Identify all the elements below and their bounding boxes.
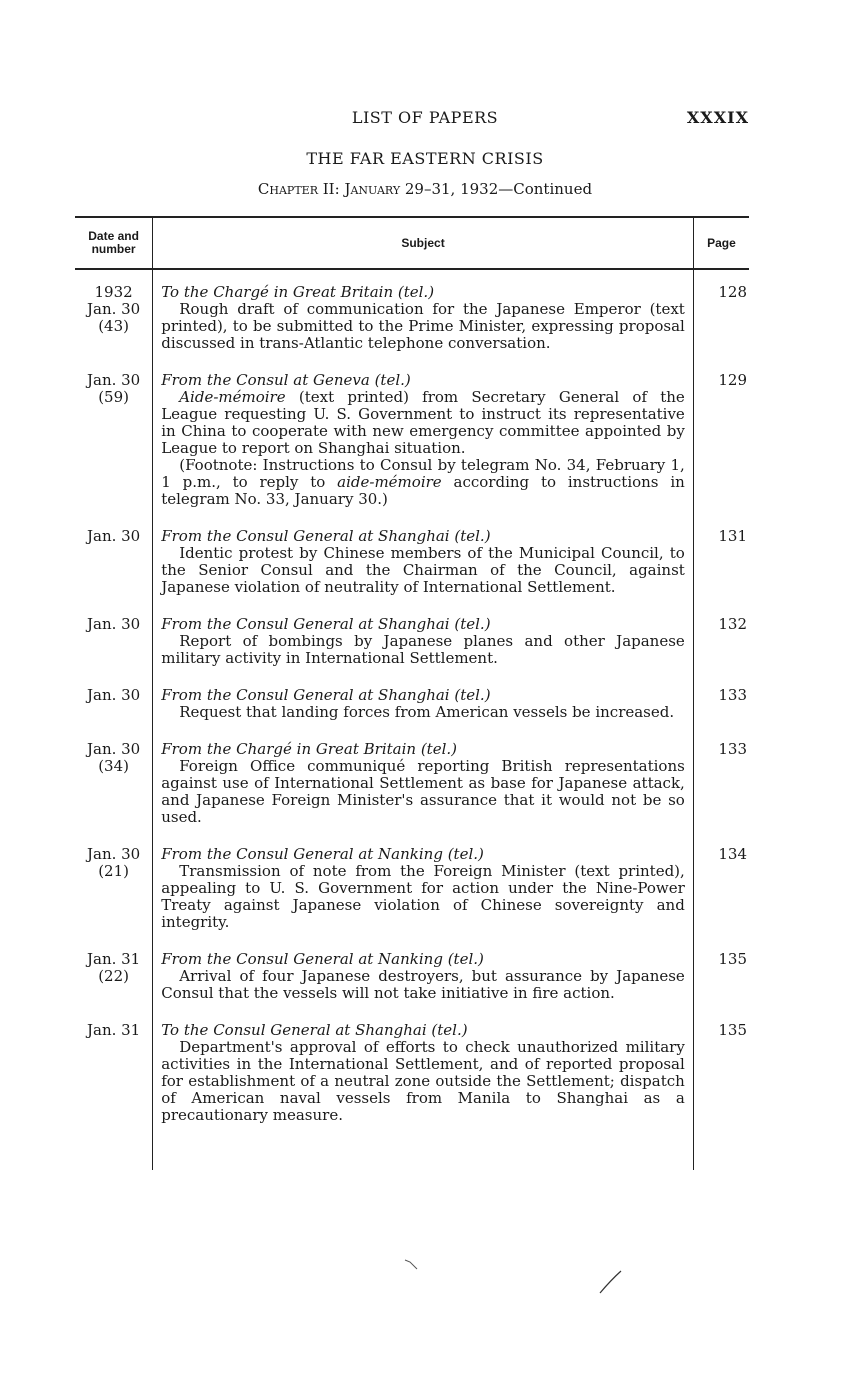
date-number: (22) [98,967,129,985]
date-value: Jan. 31 [86,1021,141,1039]
subject-title: From the Consul General at Nanking (tel.) [161,845,484,863]
page-cell: 135 [718,950,747,968]
subject-cell [153,937,694,1008]
date-cell [75,602,153,673]
date-value: Jan. 30 [86,740,141,758]
date-value: Jan. 31 [86,950,141,968]
date-value: Jan. 30 [86,527,141,545]
date-number: (59) [98,388,129,406]
table-row [75,269,749,358]
subject-title: From the Consul General at Shanghai (tel.) [161,686,491,704]
col-header-subject [153,217,694,269]
table-row [75,1008,749,1130]
date-year: 1932 [94,283,133,301]
table-row [75,514,749,602]
footnote-pre: (Footnote: Instructions to Consul by telegram No. 34, February 1, 1 p.m., to reply to [161,456,685,491]
subject-cell [153,832,694,937]
subject-body-italic: Aide-mémoire [179,388,286,406]
subject-title: From the Chargé in Great Britain (tel.) [161,740,458,758]
date-value: Jan. 30 [86,845,141,863]
running-title: LIST OF PAPERS [351,108,499,127]
page-number: XXXIX [686,108,749,127]
date-number: (21) [98,862,129,880]
subject-cell [153,514,694,602]
subject-body: Rough draft of communication for the Japanese Emperor (text printed), to be submitted to the Prime Minister, expressing proposal discussed in trans-Atlantic telephone conversation. [161,300,685,352]
subject-body: Department's approval of efforts to check unauthorized military activities in the International Settlement, and of reported proposal for establishment of a neutral zone outside the Settlement; dispatch of American naval vessels from Manila to Shanghai as a precautionary measure. [161,1038,685,1124]
subject-body-text: (text printed) from Secretary General of the League requesting U. S. Government to instruct its representative in China to cooperate with new emergency committee appointed by League to report on Shanghai situation. [161,388,685,457]
col-header-date [75,217,153,269]
footnote-italic: aide-mémoire [337,473,442,491]
subject-body: Identic protest by Chinese members of the Municipal Council, to the Senior Consul and the Chairman of the Council, against Japanese violation of neutrality of International Settlement. [161,544,685,596]
table-row [75,358,749,514]
subject-cell [153,602,694,673]
date-cell [75,673,153,727]
subject-title: From the Consul General at Shanghai (tel.) [161,527,491,545]
page-cell: 135 [718,1021,747,1039]
spacer-cell [153,1130,694,1170]
date-cell [75,1008,153,1130]
date-value: Jan. 30 [86,300,141,318]
col-header-subject-label: Subject [401,235,445,250]
date-value: Jan. 30 [86,686,141,704]
page-cell: 133 [718,740,747,758]
subject-cell [153,269,694,358]
date-cell [75,727,153,832]
date-value: Jan. 30 [86,615,141,633]
subject-title: From the Consul at Geneva (tel.) [161,371,411,389]
date-cell [75,832,153,937]
subject-body: Arrival of four Japanese destroyers, but assurance by Japanese Consul that the vessels will not take initiative in fire action. [161,967,685,1002]
subject-body [161,389,685,457]
spacer-cell [693,1130,749,1170]
subject-cell [153,727,694,832]
date-cell [75,269,153,358]
page-cell: 129 [718,371,747,389]
table-row [75,602,749,673]
page-cell: 134 [718,845,747,863]
papers-table [75,216,749,1170]
table-row [75,832,749,937]
chapter-separator: : [334,180,345,198]
table-header-row [75,217,749,269]
spacer-cell [75,1130,153,1170]
date-number: (34) [98,757,129,775]
subject-cell [153,673,694,727]
table-row [75,673,749,727]
page-cell: 128 [718,283,747,301]
col-header-page [693,217,749,269]
table-row [75,937,749,1008]
subject-body: Report of bombings by Japanese planes and other Japanese military activity in International Settlement. [161,632,685,667]
subject-footnote [161,457,685,508]
chapter-label: Chapter II [257,180,335,198]
chapter-suffix: —Continued [498,180,593,198]
table-bottom-spacer [75,1130,749,1170]
subject-body: Transmission of note from the Foreign Minister (text printed), appealing to U. S. Government for action under the Nine-Power Treaty against Japanese violation of Chinese sovereignty and integrity. [161,862,685,931]
subject-title: To the Chargé in Great Britain (tel.) [161,283,435,301]
date-cell [75,358,153,514]
subject-title: To the Consul General at Shanghai (tel.) [161,1021,468,1039]
subject-body: Request that landing forces from American vessels be increased. [179,703,675,721]
date-cell [75,937,153,1008]
pencil-mark-decoration [404,1258,418,1270]
pencil-stroke-decoration [597,1270,623,1294]
table-row [75,727,749,832]
section-title: THE FAR EASTERN CRISIS [306,149,544,168]
subject-body: Foreign Office communiqué reporting British representations against use of International Settlement as base for Japanese attack, and Japanese Foreign Minister's assurance that it would not be so used. [161,757,685,826]
col-header-date-label: Date and number [88,229,139,256]
chapter-dates: January 29–31, 1932 [344,180,499,198]
date-value: Jan. 30 [86,371,141,389]
page-cell: 131 [718,527,747,545]
subject-title: From the Consul General at Shanghai (tel.) [161,615,491,633]
date-number: (43) [98,317,129,335]
page-cell: 133 [718,686,747,704]
page-header [0,106,850,130]
date-cell [75,514,153,602]
subject-title: From the Consul General at Nanking (tel.) [161,950,484,968]
subject-cell [153,358,694,514]
page-cell: 132 [718,615,747,633]
chapter-title [0,180,850,198]
subject-cell [153,1008,694,1130]
col-header-page-label: Page [707,235,736,250]
footnote-post: according to instructions in telegram No. 33, January 30.) [161,473,685,508]
